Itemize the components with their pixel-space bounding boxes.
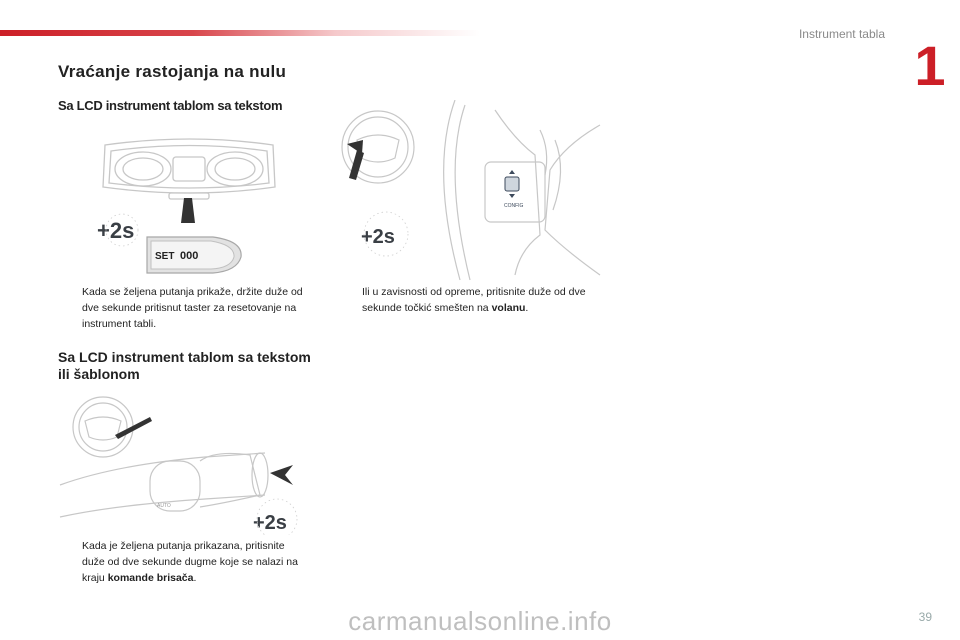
instrument-cluster-illustration: [95, 135, 285, 275]
steering-wheel-illustration: [335, 100, 605, 285]
two-second-badge: +2s: [253, 512, 287, 534]
instruction-text-end: .: [525, 302, 529, 314]
instruction-text-end: .: [193, 572, 197, 584]
reset-set-button: [147, 237, 241, 273]
subtitle-lcd-text-template: Sa LCD instrument tablom sa tekstom ili šablonom: [58, 349, 311, 382]
stalk-label-auto: AUTO: [157, 503, 171, 509]
instruction-emphasis: volanu: [491, 302, 526, 314]
instruction-bullet: [60, 538, 310, 586]
instruction-bullet: [60, 284, 315, 332]
instruction-text: Kada je željena putanja prikazana, pritisnite duže od dve sekunde dugme koje se nalazi na kraju: [82, 540, 298, 584]
set-label: SET: [155, 251, 175, 262]
chapter-number: 1: [914, 34, 946, 97]
instruction-emphasis: komande brisača: [107, 572, 194, 584]
two-second-badge: +2s: [97, 218, 135, 243]
instruction-text: Ili u zavisnosti od opreme, pritisnite duže od dve sekunde točkić smešten na: [362, 286, 586, 314]
page-number: 39: [918, 610, 932, 624]
instruction-text: Kada se željena putanja prikaže, držite duže od dve sekunde pritisnut taster za resetovanje na instrument tabli.: [82, 286, 303, 330]
config-label: CONFIG: [504, 203, 524, 209]
wiper-stalk-illustration: [55, 395, 305, 535]
watermark: carmanualsonline.info: [348, 606, 612, 636]
section-label: Instrument tabla: [798, 27, 885, 41]
subtitle-lcd-text: Sa LCD instrument tablom sa tekstom: [58, 98, 283, 113]
header-accent-bar: [0, 30, 480, 36]
instruction-bullet: [340, 284, 610, 316]
two-second-badge: +2s: [361, 226, 395, 248]
set-value: 000: [180, 250, 199, 262]
page-title: Vraćanje rastojanja na nulu: [58, 62, 287, 81]
